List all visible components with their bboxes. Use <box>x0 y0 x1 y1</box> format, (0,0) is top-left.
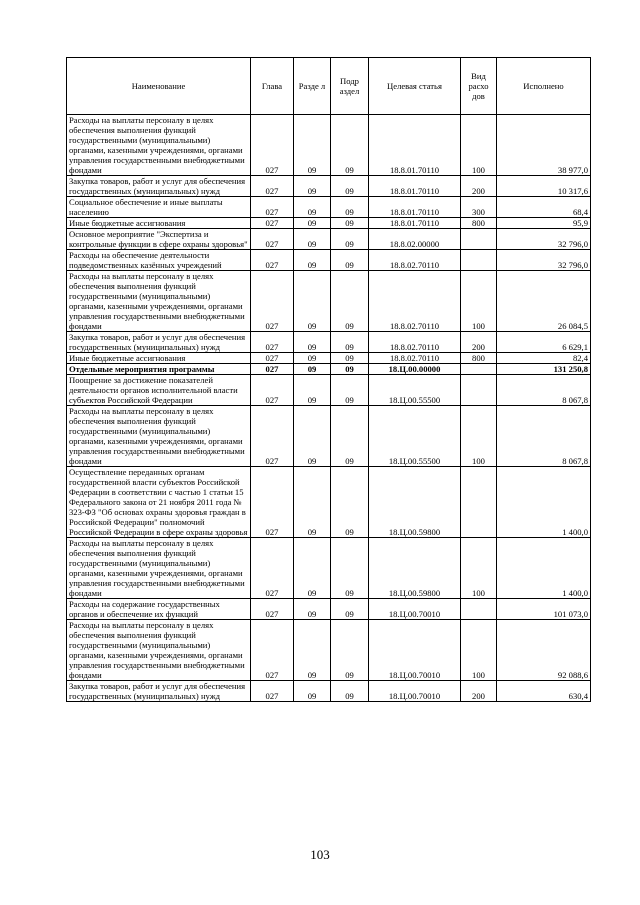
cell-amount: 630,4 <box>497 681 591 702</box>
budget-table <box>66 57 591 702</box>
cell-target: 18.8.02.70110 <box>369 353 461 364</box>
cell-razdel: 09 <box>294 681 331 702</box>
cell-target: 18.8.01.70110 <box>369 115 461 176</box>
cell-target: 18.Ц.00.55500 <box>369 406 461 467</box>
cell-glava: 027 <box>251 353 294 364</box>
cell-vid: 100 <box>461 115 497 176</box>
table-row <box>67 406 591 467</box>
cell-podrazdel: 09 <box>331 467 369 538</box>
table-row <box>67 620 591 681</box>
cell-target: 18.Ц.00.70010 <box>369 599 461 620</box>
cell-glava: 027 <box>251 620 294 681</box>
cell-razdel: 09 <box>294 271 331 332</box>
cell-name: Иные бюджетные ассигнования <box>67 353 251 364</box>
cell-glava: 027 <box>251 218 294 229</box>
cell-target: 18.8.01.70110 <box>369 218 461 229</box>
header-name: Наименование <box>67 58 251 115</box>
cell-podrazdel: 09 <box>331 620 369 681</box>
cell-name: Осуществление переданных органам государственной власти субъектов Российской Федерации в соответствии с частью 1 статьи 15 Федерального закона от 21 ноября 2011 года № 323-ФЗ "Об основах охраны здоровья граждан в Российской Федерации" полномочий Российской Федерации в сфере охраны здоровья <box>67 467 251 538</box>
cell-name: Расходы на выплаты персоналу в целях обеспечения выполнения функций государственными (муниципальными) органами, казенными учреждениями, органами управления государственными внебюджетными фондами <box>67 538 251 599</box>
cell-glava: 027 <box>251 332 294 353</box>
cell-razdel: 09 <box>294 620 331 681</box>
table-row <box>67 197 591 218</box>
cell-vid: 200 <box>461 176 497 197</box>
cell-razdel: 09 <box>294 353 331 364</box>
cell-amount: 82,4 <box>497 353 591 364</box>
cell-razdel: 09 <box>294 406 331 467</box>
cell-name: Закупка товаров, работ и услуг для обеспечения государственных (муниципальных) нужд <box>67 176 251 197</box>
table-row <box>67 176 591 197</box>
cell-name: Закупка товаров, работ и услуг для обеспечения государственных (муниципальных) нужд <box>67 681 251 702</box>
cell-podrazdel: 09 <box>331 364 369 375</box>
cell-razdel: 09 <box>294 467 331 538</box>
table-row <box>67 375 591 406</box>
cell-glava: 027 <box>251 250 294 271</box>
cell-podrazdel: 09 <box>331 229 369 250</box>
cell-vid: 200 <box>461 681 497 702</box>
cell-name: Расходы на выплаты персоналу в целях обеспечения выполнения функций государственными (муниципальными) органами, казенными учреждениями, органами управления государственными внебюджетными фондами <box>67 271 251 332</box>
cell-name: Отдельные мероприятия программы <box>67 364 251 375</box>
cell-target: 18.Ц.00.55500 <box>369 375 461 406</box>
cell-razdel: 09 <box>294 538 331 599</box>
table-row <box>67 681 591 702</box>
header-target: Целевая статья <box>369 58 461 115</box>
cell-name: Поощрение за достижение показателей деятельности органов исполнительной власти субъектов Российской Федерации <box>67 375 251 406</box>
cell-target: 18.8.02.00000 <box>369 229 461 250</box>
cell-glava: 027 <box>251 467 294 538</box>
cell-razdel: 09 <box>294 375 331 406</box>
cell-target: 18.8.02.70110 <box>369 271 461 332</box>
header-executed: Исполнено <box>497 58 591 115</box>
cell-target: 18.8.02.70110 <box>369 250 461 271</box>
cell-vid <box>461 467 497 538</box>
cell-razdel: 09 <box>294 218 331 229</box>
cell-podrazdel: 09 <box>331 353 369 364</box>
cell-razdel: 09 <box>294 229 331 250</box>
table-row <box>67 115 591 176</box>
cell-amount: 8 067,8 <box>497 375 591 406</box>
cell-glava: 027 <box>251 229 294 250</box>
cell-amount: 92 088,6 <box>497 620 591 681</box>
cell-name: Расходы на содержание государственных органов и обеспечение их функций <box>67 599 251 620</box>
cell-vid <box>461 250 497 271</box>
cell-amount: 32 796,0 <box>497 229 591 250</box>
cell-razdel: 09 <box>294 332 331 353</box>
cell-glava: 027 <box>251 538 294 599</box>
cell-name: Иные бюджетные ассигнования <box>67 218 251 229</box>
cell-glava: 027 <box>251 406 294 467</box>
table-row <box>67 538 591 599</box>
cell-glava: 027 <box>251 176 294 197</box>
cell-razdel: 09 <box>294 176 331 197</box>
cell-podrazdel: 09 <box>331 218 369 229</box>
cell-name: Расходы на выплаты персоналу в целях обеспечения выполнения функций государственными (муниципальными) органами, казенными учреждениями, органами управления государственными внебюджетными фондами <box>67 406 251 467</box>
cell-podrazdel: 09 <box>331 332 369 353</box>
cell-target: 18.Ц.00.59800 <box>369 467 461 538</box>
cell-amount: 1 400,0 <box>497 467 591 538</box>
cell-vid: 100 <box>461 406 497 467</box>
cell-vid: 200 <box>461 332 497 353</box>
cell-glava: 027 <box>251 271 294 332</box>
cell-vid: 800 <box>461 218 497 229</box>
table-row <box>67 271 591 332</box>
cell-name: Социальное обеспечение и иные выплаты населению <box>67 197 251 218</box>
cell-glava: 027 <box>251 364 294 375</box>
cell-target: 18.8.01.70110 <box>369 176 461 197</box>
cell-podrazdel: 09 <box>331 681 369 702</box>
header-razdel: Разде л <box>294 58 331 115</box>
cell-amount: 6 629,1 <box>497 332 591 353</box>
cell-target: 18.8.01.70110 <box>369 197 461 218</box>
cell-amount: 68,4 <box>497 197 591 218</box>
cell-target: 18.Ц.00.59800 <box>369 538 461 599</box>
cell-podrazdel: 09 <box>331 271 369 332</box>
cell-name: Расходы на обеспечение деятельности подведомственных казённых учреждений <box>67 250 251 271</box>
table-header-row <box>67 58 591 115</box>
cell-vid <box>461 229 497 250</box>
cell-podrazdel: 09 <box>331 176 369 197</box>
cell-podrazdel: 09 <box>331 250 369 271</box>
cell-amount: 101 073,0 <box>497 599 591 620</box>
cell-razdel: 09 <box>294 250 331 271</box>
header-podrazdel: Подр аздел <box>331 58 369 115</box>
cell-amount: 10 317,6 <box>497 176 591 197</box>
cell-amount: 131 250,8 <box>497 364 591 375</box>
cell-glava: 027 <box>251 681 294 702</box>
cell-amount: 1 400,0 <box>497 538 591 599</box>
cell-amount: 26 084,5 <box>497 271 591 332</box>
cell-razdel: 09 <box>294 599 331 620</box>
cell-razdel: 09 <box>294 364 331 375</box>
cell-glava: 027 <box>251 599 294 620</box>
header-vid: Вид расхо дов <box>461 58 497 115</box>
cell-vid <box>461 375 497 406</box>
cell-vid <box>461 364 497 375</box>
table-row <box>67 218 591 229</box>
cell-vid: 100 <box>461 271 497 332</box>
cell-amount: 8 067,8 <box>497 406 591 467</box>
table-row <box>67 353 591 364</box>
cell-name: Закупка товаров, работ и услуг для обеспечения государственных (муниципальных) нужд <box>67 332 251 353</box>
cell-glava: 027 <box>251 115 294 176</box>
cell-glava: 027 <box>251 375 294 406</box>
table-row <box>67 332 591 353</box>
table-row <box>67 599 591 620</box>
page-number: 103 <box>310 847 330 862</box>
cell-vid: 300 <box>461 197 497 218</box>
cell-name: Расходы на выплаты персоналу в целях обеспечения выполнения функций государственными (муниципальными) органами, казенными учреждениями, органами управления государственными внебюджетными фондами <box>67 115 251 176</box>
cell-razdel: 09 <box>294 197 331 218</box>
cell-target: 18.8.02.70110 <box>369 332 461 353</box>
cell-target: 18.Ц.00.70010 <box>369 620 461 681</box>
cell-amount: 32 796,0 <box>497 250 591 271</box>
cell-name: Расходы на выплаты персоналу в целях обеспечения выполнения функций государственными (муниципальными) органами, казенными учреждениями, органами управления государственными внебюджетными фондами <box>67 620 251 681</box>
cell-glava: 027 <box>251 197 294 218</box>
cell-amount: 38 977,0 <box>497 115 591 176</box>
cell-vid <box>461 599 497 620</box>
cell-podrazdel: 09 <box>331 406 369 467</box>
cell-name: Основное мероприятие "Экспертиза и контрольные функции в сфере охраны здоровья" <box>67 229 251 250</box>
cell-vid: 100 <box>461 538 497 599</box>
table-row <box>67 229 591 250</box>
cell-target: 18.Ц.00.70010 <box>369 681 461 702</box>
cell-vid: 100 <box>461 620 497 681</box>
cell-target: 18.Ц.00.00000 <box>369 364 461 375</box>
cell-podrazdel: 09 <box>331 115 369 176</box>
table-row <box>67 364 591 375</box>
header-glava: Глава <box>251 58 294 115</box>
cell-podrazdel: 09 <box>331 375 369 406</box>
cell-podrazdel: 09 <box>331 599 369 620</box>
cell-podrazdel: 09 <box>331 197 369 218</box>
cell-razdel: 09 <box>294 115 331 176</box>
table-row <box>67 250 591 271</box>
cell-vid: 800 <box>461 353 497 364</box>
cell-podrazdel: 09 <box>331 538 369 599</box>
table-row <box>67 467 591 538</box>
cell-amount: 95,9 <box>497 218 591 229</box>
